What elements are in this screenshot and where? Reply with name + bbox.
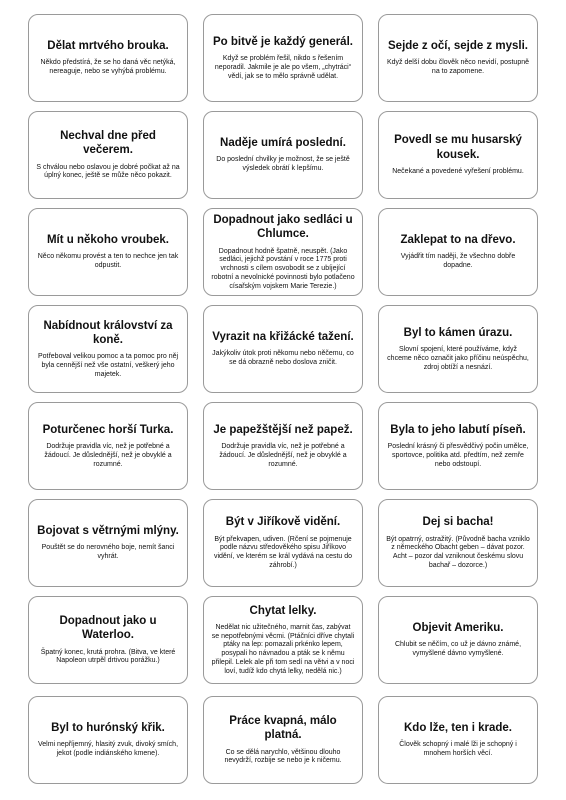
idiom-title: Dopadnout jako u Waterloo.: [59, 614, 157, 642]
idiom-title: Sejde z očí, sejde z mysli.: [388, 40, 528, 53]
idiom-card: [378, 596, 538, 684]
idiom-card: [28, 402, 188, 490]
idiom-meaning: Chlubit se něčím, co už je dávno známé, vymyšlené dávno vymyšlené.: [394, 641, 522, 658]
idiom-meaning: Když delší dobu člověk něco nevidí, postupně na to zapomene.: [386, 59, 530, 76]
idiom-card: [28, 596, 188, 684]
idiom-meaning: S chválou nebo oslavou je dobré počkat až na úplný konec, ještě se může něco pokazit.: [36, 163, 180, 180]
idiom-card: [378, 14, 538, 102]
idiom-meaning: Být překvapen, udiven. (Rčení se pojmenuje podle názvu středověkého spisu Jiříkovo vidění, ve kterém se král vydává na cestu do záhrobí.): [213, 535, 353, 569]
idiom-title: Nabídnout království za koně.: [43, 319, 173, 346]
idiom-meaning: Slovní spojení, které používáme, když chceme něco označit jako příčinu neúspěchu, zdroj obtíží a nesnází.: [387, 346, 529, 371]
idiom-card: [28, 111, 188, 199]
idiom-card: [28, 499, 188, 587]
idiom-title: Byla to jeho labutí píseň.: [390, 423, 526, 436]
idiom-card: [203, 596, 363, 684]
idiom-meaning: Jakýkoliv útok proti někomu nebo něčemu, co se dá obrazně nebo doslova zničit.: [212, 350, 354, 367]
idiom-card: [203, 111, 363, 199]
idiom-title: Poturčenec horší Turka.: [42, 423, 174, 436]
idiom-card: [203, 402, 363, 490]
idiom-meaning: Člověk schopný i malé lži je schopný i mnohem horších věcí.: [399, 741, 517, 758]
idiom-title: Je papežštější než papež.: [213, 423, 353, 436]
idiom-title: Vyrazit na křižácké tažení.: [212, 331, 354, 344]
idiom-title: Povedl se mu husarský kousek.: [394, 134, 522, 161]
idiom-card: [378, 499, 538, 587]
idiom-card: [203, 499, 363, 587]
idiom-title: Bojovat s větrnými mlýny.: [37, 525, 179, 538]
idiom-title: Naděje umírá poslední.: [220, 137, 346, 150]
idiom-card: [203, 696, 363, 784]
idiom-meaning: Nedělat nic užitečného, marnit čas, zabývat se nepotřebnými věcmi. (Ptáčníci dříve chytali ptáky na lep: pomazali prkénko lepem, posypali ho návnadou a pták se k němu přilepil. Lelek ale při tom sedí na větvi a v noci loví, tudíž kdo chytá lelky, nedělá nic.): [211, 623, 355, 675]
idiom-meaning: Poslední krásný či přesvědčivý počin umělce, sportovce, politika atd. předtím, než zemře nebo odstoupí.: [387, 443, 529, 468]
idiom-title: Byl to kámen úrazu.: [403, 326, 513, 339]
idiom-meaning: Když se problém řešil, nikdo s řešením neporadil. Jakmile je ale po všem, „chytráci“ vědí, jak se to mělo správně udělat.: [214, 55, 352, 80]
idiom-title: Kdo lže, ten i krade.: [404, 722, 512, 735]
idiom-title: Byl to hurónský křik.: [51, 722, 165, 735]
idiom-meaning: Něco někomu provést a ten to nechce jen tak odpustit.: [37, 253, 179, 270]
idiom-meaning: Být opatrný, ostražitý. (Původně bacha vzniklo z německého Obacht geben – dávat pozor. Acht – pozor dal vzniknout českému slovu bachař – dozorce.): [386, 535, 530, 569]
idiom-card: [203, 14, 363, 102]
idiom-meaning: Nečekané a povedené vyřešení problému.: [392, 168, 524, 175]
idiom-card: [378, 208, 538, 296]
idiom-card: [28, 14, 188, 102]
idiom-card: [203, 305, 363, 393]
idiom-meaning: Potřeboval velikou pomoc a ta pomoc pro něj byla cennější než vše ostatní, veškerý jeho majetek.: [37, 353, 179, 378]
idiom-card: [203, 208, 363, 296]
idiom-title: Práce kvapná, málo platná.: [229, 714, 337, 742]
idiom-card: [28, 208, 188, 296]
idiom-meaning: Někdo předstírá, že se ho daná věc netýká, nereaguje, nebo se vyhýbá problému.: [40, 59, 176, 76]
idiom-card: [378, 696, 538, 784]
idiom-card: [378, 402, 538, 490]
idiom-title: Dopadnout jako sedláci u Chlumce.: [213, 213, 353, 241]
idiom-title: Mít u někoho vroubek.: [46, 234, 170, 247]
idiom-card: [28, 305, 188, 393]
idiom-title: Objevit Ameriku.: [412, 622, 504, 635]
idiom-title: Zaklepat to na dřevo.: [400, 234, 516, 247]
idiom-meaning: Dodržuje pravidla víc, než je potřebné a žádoucí. Je důslednější, než je obvyklé a rozumné.: [219, 443, 347, 468]
idiom-title: Dej si bacha!: [422, 516, 494, 529]
idiom-card: [28, 696, 188, 784]
idiom-meaning: Dodržuje pravidla víc, než je potřebné a žádoucí. Je důslednější, než je obvyklé a rozumné.: [44, 443, 172, 468]
idiom-title: Po bitvě je každý generál.: [213, 35, 353, 48]
idiom-title: Být v Jiříkově vidění.: [225, 516, 341, 529]
idiom-meaning: Dopadnout hodně špatně, neuspět. (Jako sedláci, jejichž povstání v roce 1775 proti vrchnosti s cílem osvobodit se z ubíjející robotní a nevolnické povinnosti bylo potlačeno císařským vojskem Marie Terezie.): [211, 247, 355, 290]
idiom-meaning: Do poslední chvilky je možnost, že se ještě výsledek obrátí k lepšímu.: [216, 156, 350, 173]
idiom-meaning: Velmi nepříjemný, hlasitý zvuk, divoký smích, jekot (podle indiánského kmene).: [37, 741, 179, 758]
idiom-meaning: Co se dělá narychlo, většinou dlouho nevydrží, rozbije se nebo je k ničemu.: [224, 748, 342, 765]
idiom-card: [378, 305, 538, 393]
idiom-title: Nechval dne před večerem.: [60, 129, 156, 157]
idiom-title: Chytat lelky.: [249, 604, 317, 617]
idiom-title: Dělat mrtvého brouka.: [47, 40, 169, 53]
idiom-meaning: Pouštět se do nerovného boje, nemít šanci vyhrát.: [41, 544, 175, 561]
idiom-meaning: Vyjádřit tím naději, že všechno dobře dopadne.: [400, 253, 516, 270]
idiom-card: [378, 111, 538, 199]
idiom-meaning: Špatný konec, krutá prohra. (Bitva, ve které Napoleon utrpěl drtivou porážku.): [40, 648, 176, 665]
